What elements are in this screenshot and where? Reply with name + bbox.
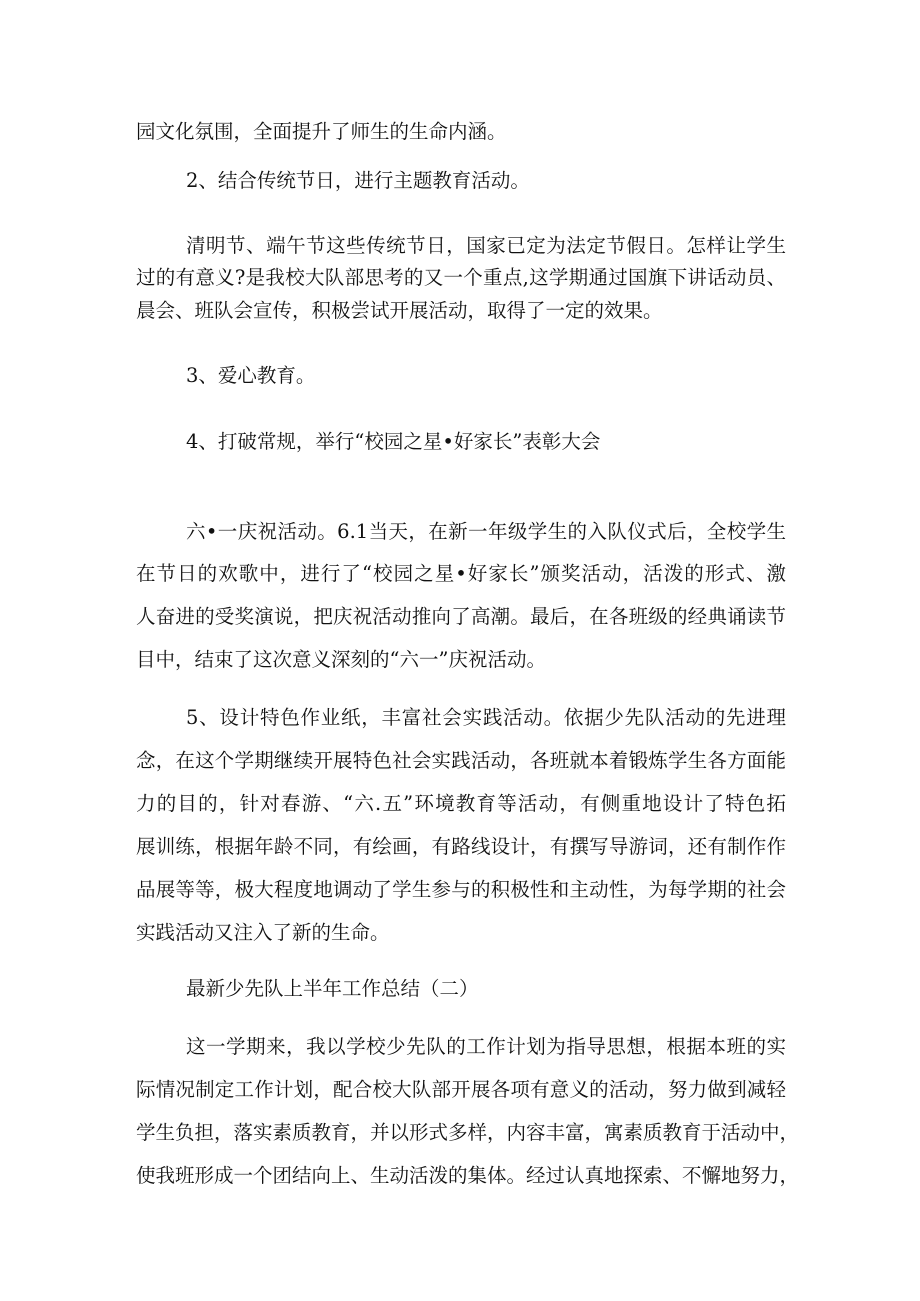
- section-heading: 4、打破常规，举行“校园之星•好家长”表彰大会: [186, 430, 601, 453]
- section-heading: 3、爱心教育。: [186, 364, 316, 387]
- text-line: 使我班形成一个团结向上、生动活泼的集体。经过认真地探索、不懈地努力，: [136, 1164, 800, 1187]
- section-title: 最新少先队上半年工作总结（二）: [186, 977, 479, 1000]
- text-line: 品展等等，极大程度地调动了学生参与的积极性和主动性，为每学期的社会: [136, 878, 786, 901]
- text-line: 清明节、端午节这些传统节日，国家已定为法定节假日。怎样让学生: [186, 234, 786, 257]
- text-line: 过的有意义?是我校大队部思考的又一个重点,这学期通过国旗下讲话动员、: [136, 266, 786, 289]
- text-line: 学生负担，落实素质教育，并以形式多样，内容丰富，寓素质教育于活动中，: [136, 1121, 800, 1144]
- text-line: 展训练，根据年龄不同，有绘画，有路线设计，有撰写导游词，还有制作作: [136, 835, 786, 858]
- text-line: 实践活动又注入了新的生命。: [136, 921, 390, 944]
- text-line: 人奋进的受奖演说，把庆祝活动推向了高潮。最后，在各班级的经典诵读节: [136, 605, 786, 628]
- text-line: 际情况制定工作计划，配合校大队部开展各项有意义的活动，努力做到减轻: [136, 1078, 786, 1101]
- text-line: 力的目的，针对春游、“六.五”环境教育等活动，有侧重地设计了特色拓: [136, 792, 786, 815]
- text-line: 5、设计特色作业纸，丰富社会实践活动。依据少先队活动的先进理: [186, 706, 786, 729]
- text-line: 园文化氛围，全面提升了师生的生命内涵。: [136, 120, 507, 143]
- text-line: 这一学期来，我以学校少先队的工作计划为指导思想，根据本班的实: [186, 1035, 786, 1058]
- text-line: 六•一庆祝活动。6.1当天，在新一年级学生的入队仪式后，全校学生: [186, 520, 786, 543]
- text-line: 晨会、班队会宣传，积极尝试开展活动，取得了一定的效果。: [136, 299, 663, 322]
- text-line: 目中，结束了这次意义深刻的“六一”庆祝活动。: [136, 648, 546, 671]
- text-line: 在节日的欢歌中，进行了“校园之星•好家长”颁奖活动，活泼的形式、激: [136, 562, 786, 585]
- text-line: 念，在这个学期继续开展特色社会实践活动，各班就本着锻炼学生各方面能: [136, 749, 786, 772]
- section-heading: 2、结合传统节日，进行主题教育活动。: [186, 169, 530, 192]
